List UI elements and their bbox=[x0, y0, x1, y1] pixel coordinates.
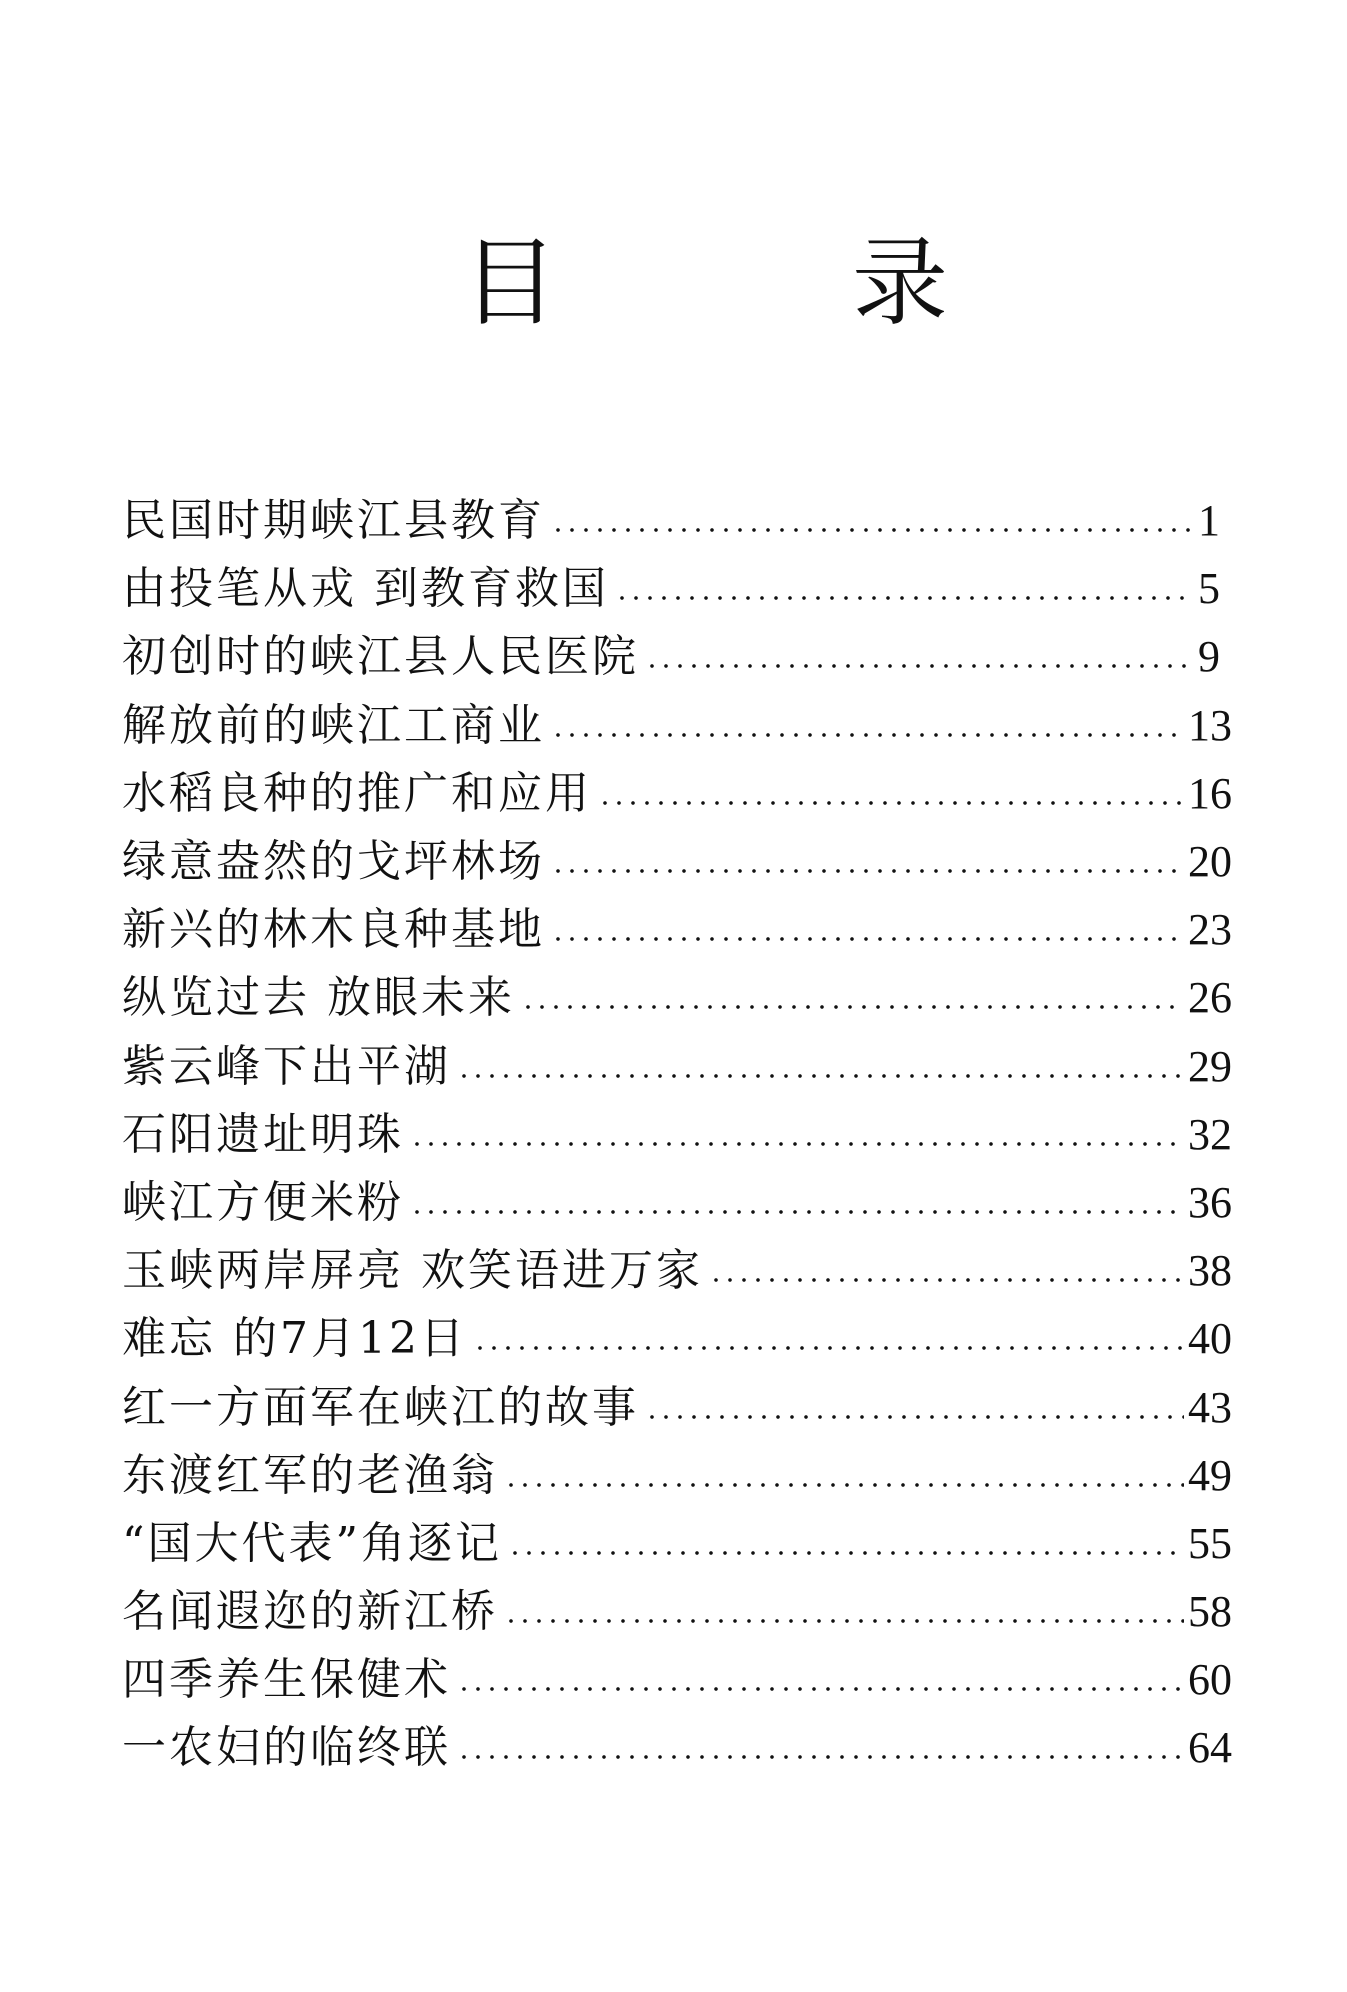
toc-entry-title: 红一方面军在峡江的故事 bbox=[122, 1381, 639, 1433]
dot-leader bbox=[521, 1004, 1184, 1010]
toc-entry bbox=[122, 896, 1232, 964]
toc-entry-title: 纵览过去 放眼未来 bbox=[122, 972, 515, 1024]
toc-entry bbox=[122, 1646, 1232, 1714]
toc-entry-title: 由投笔从戎 到教育救国 bbox=[122, 563, 609, 615]
toc-entry-page: 13 bbox=[1188, 700, 1232, 750]
dot-leader bbox=[709, 1277, 1184, 1283]
title-char-2: 录 bbox=[852, 227, 948, 339]
dot-leader bbox=[615, 595, 1194, 601]
toc-entry-title: 紫云峰下出平湖 bbox=[122, 1040, 451, 1092]
dot-leader bbox=[551, 732, 1184, 738]
title-char-1: 目 bbox=[462, 227, 558, 339]
dot-leader bbox=[551, 936, 1184, 942]
toc-entry bbox=[122, 828, 1232, 896]
toc-entry-page: 23 bbox=[1188, 905, 1232, 955]
toc-entry-page: 49 bbox=[1188, 1450, 1232, 1500]
dot-leader bbox=[598, 800, 1184, 806]
toc-entry-title: 民国时期峡江县教育 bbox=[122, 495, 545, 547]
toc-entry bbox=[122, 1033, 1232, 1101]
toc-entry-page: 16 bbox=[1188, 768, 1232, 818]
toc-entry-title: 四季养生保健术 bbox=[122, 1654, 451, 1706]
toc-entry-page: 29 bbox=[1188, 1041, 1232, 1091]
toc-entry bbox=[122, 964, 1232, 1032]
dot-leader bbox=[410, 1141, 1184, 1147]
toc-entry-page: 43 bbox=[1188, 1382, 1232, 1432]
toc-entry-page: 36 bbox=[1188, 1177, 1232, 1227]
toc-entry-title: 峡江方便米粉 bbox=[122, 1176, 404, 1228]
dot-leader bbox=[410, 1209, 1184, 1215]
dot-leader bbox=[551, 868, 1184, 874]
toc-entry-page: 26 bbox=[1188, 973, 1232, 1023]
toc-entry-page: 20 bbox=[1188, 837, 1232, 887]
toc-entry-title: 新兴的林木良种基地 bbox=[122, 904, 545, 956]
toc-entry-title: 初创时的峡江县人民医院 bbox=[122, 631, 639, 683]
toc-entry bbox=[122, 692, 1232, 760]
toc-entry-title: 玉峡两岸屏亮 欢笑语进万家 bbox=[122, 1245, 703, 1297]
toc-entry bbox=[122, 1305, 1232, 1373]
toc-entry-page: 55 bbox=[1188, 1518, 1232, 1568]
toc-entry-page: 38 bbox=[1188, 1246, 1232, 1296]
dot-leader bbox=[504, 1618, 1184, 1624]
toc-entry bbox=[122, 1510, 1232, 1578]
dot-leader bbox=[645, 663, 1194, 669]
toc-entry-page: 9 bbox=[1198, 632, 1220, 682]
dot-leader bbox=[473, 1345, 1184, 1351]
toc-entry bbox=[122, 1373, 1232, 1441]
toc-entry-page: 58 bbox=[1188, 1587, 1232, 1637]
toc-entry-page: 5 bbox=[1198, 564, 1220, 614]
toc-entry bbox=[122, 1714, 1232, 1782]
toc-entry-title: “国大代表”角逐记 bbox=[122, 1517, 502, 1569]
toc-entry bbox=[122, 623, 1232, 691]
toc-entry bbox=[122, 487, 1232, 555]
page-title bbox=[0, 228, 1347, 338]
toc-entry-title: 东渡红军的老渔翁 bbox=[122, 1449, 498, 1501]
toc-entry-page: 60 bbox=[1188, 1655, 1232, 1705]
toc-entry bbox=[122, 1237, 1232, 1305]
toc-entry-title: 水稻良种的推广和应用 bbox=[122, 767, 592, 819]
toc-entry bbox=[122, 1578, 1232, 1646]
dot-leader bbox=[457, 1754, 1184, 1760]
dot-leader bbox=[508, 1550, 1184, 1556]
toc-entry bbox=[122, 760, 1232, 828]
toc-entry bbox=[122, 1442, 1232, 1510]
toc-entry bbox=[122, 555, 1232, 623]
toc-entry-title: 解放前的峡江工商业 bbox=[122, 699, 545, 751]
dot-leader bbox=[645, 1414, 1184, 1420]
toc-list bbox=[122, 487, 1232, 1783]
toc-entry bbox=[122, 1169, 1232, 1237]
toc-entry-page: 32 bbox=[1188, 1109, 1232, 1159]
toc-entry-page: 64 bbox=[1188, 1723, 1232, 1773]
dot-leader bbox=[457, 1073, 1184, 1079]
toc-entry bbox=[122, 1101, 1232, 1169]
dot-leader bbox=[551, 527, 1194, 533]
toc-entry-page: 40 bbox=[1188, 1314, 1232, 1364]
toc-entry-title: 石阳遗址明珠 bbox=[122, 1108, 404, 1160]
toc-entry-title: 名闻遐迩的新江桥 bbox=[122, 1586, 498, 1638]
toc-entry-title: 绿意盎然的戈坪林场 bbox=[122, 836, 545, 888]
toc-entry-page: 1 bbox=[1198, 496, 1220, 546]
toc-entry-title: 一农妇的临终联 bbox=[122, 1722, 451, 1774]
dot-leader bbox=[504, 1482, 1184, 1488]
dot-leader bbox=[457, 1686, 1184, 1692]
toc-entry-title: 难忘 的7月12日 bbox=[122, 1313, 467, 1365]
